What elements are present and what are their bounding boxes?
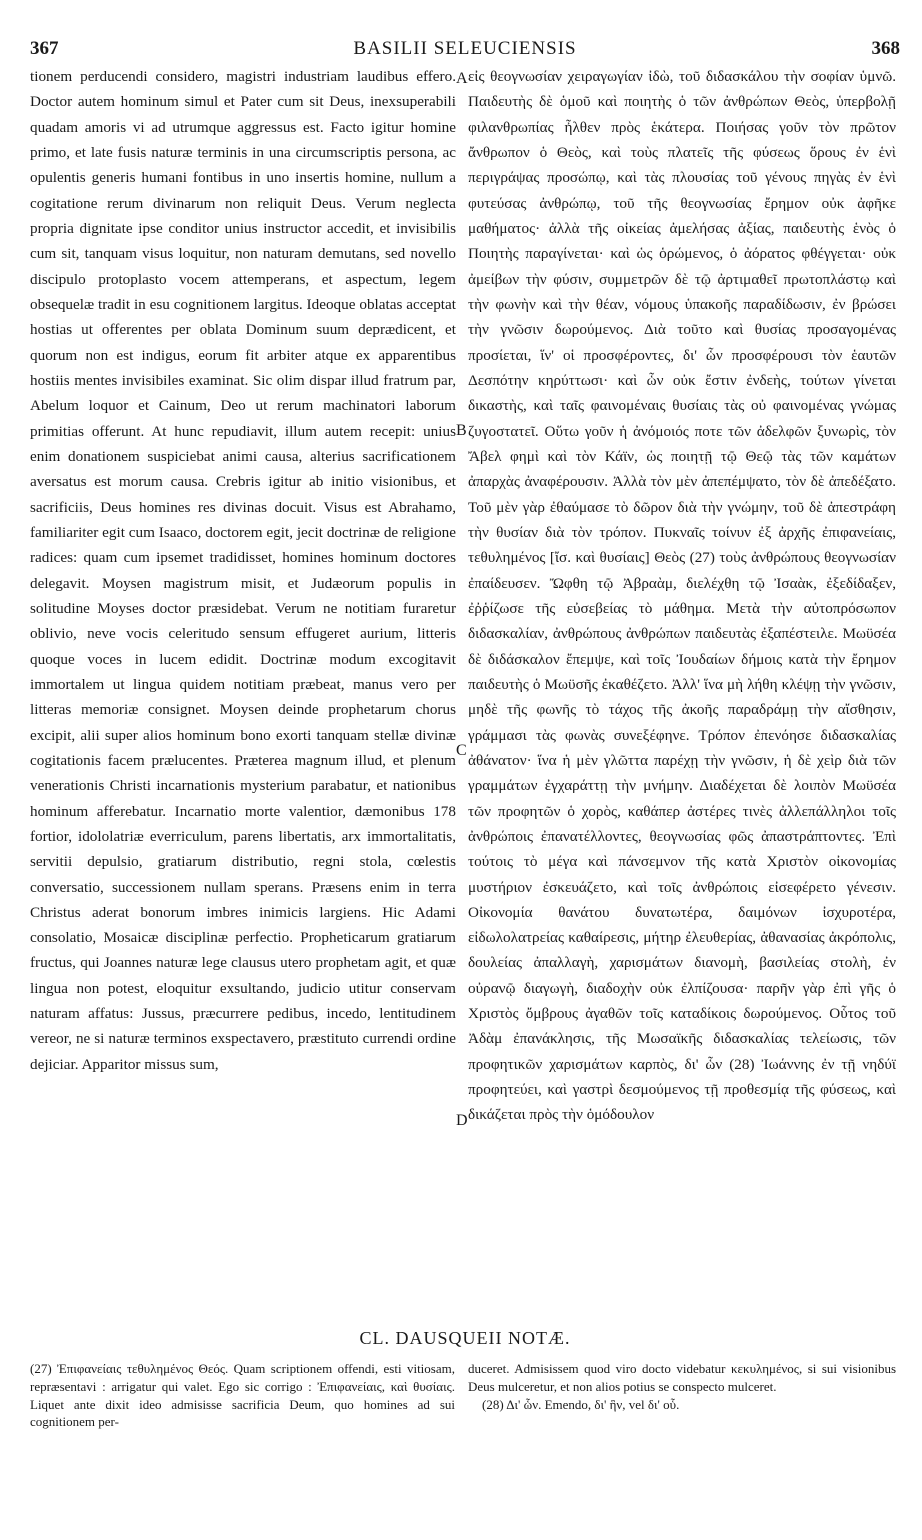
column-marker-b: B — [456, 422, 467, 439]
column-marker-a: A — [456, 70, 468, 87]
notes-left-column — [30, 1360, 455, 1431]
notes-right-column — [468, 1360, 896, 1413]
note-28: (28) Δι' ὧν. Emendo, δι' ἣν, vel δι' οὗ. — [482, 1396, 680, 1412]
column-marker-d: D — [456, 1112, 468, 1129]
column-marker-c: C — [456, 742, 467, 759]
greek-column — [468, 64, 896, 1128]
notes-heading: CL. DAUSQUEII NOTÆ. — [359, 1328, 571, 1348]
running-title: BASILII SELEUCIENSIS — [353, 38, 577, 59]
latin-text: tionem perducendi considero, magistri industriam laudibus effero. Doctor autem hominum simul et Pater cum sit Deus, inexsuperabili quadam amoris vi ad utrumque aggressus est. Facto igitur homine primo, et late fusis naturæ terminis in una circumscriptis persona, ac opulentis generis humani fontibus in uno insertis homine, nullum a cogitatione rerum divinarum non reliquit Deus. Verum neglecta propria dignitate ipse conditor unius instructor accedit, et invisibilis cum sit, tanquam visus loquitur, non naturam demutans, sed novello discipulo protoplasto vocem attemperans, et aspectum, legem obsequelæ tradit in esu cognitionem largitus. Ideoque oblatas acceptat hostias ut offerentes per oblata Dominum suum deprædicent, et quorum non est indigus, eorum fit arbiter atque ex apparentibus hostiis mentes invisibiles examinat. Sic olim dispar illud fratrum par, Abelum loquor et Cainum, Deo ut rerum machinatori laborum primitias offerunt. At hunc repudiavit, illum autem recepit: unius enim donationem suspiciebat animi causa, alterius sacrificationem aversatus est morum causa. Crebris igitur ab initio visionibus, et sacrificiis, Deus homines res divinas docuit. Visus est Abrahamo, familiariter egit cum Isaaco, doctorem egit, jecit doctrinæ de religione radices: quam cum ipsemet tradidisset, homines hominum doctores delegavit. Moysen magistrum misit, et Judæorum populis in solitudine Moyses doctor præsidebat. Verum ne notitiam furaretur oblivio, neve vocis celeritudo sensum effugeret aurium, litteris quoque voces in lucem edidit. Doctrinæ modum excogitavit immortalem ut lingua quidem notitiam præbeat, manus vero per litteras memoriæ consignet. Moysen deinde prophetarum chorus excipit, alii super alios hominum bono exorti tanquam stellæ divinæ cogitationis facem prælucentes. Præterea magnum illud, et plenum venerationis Christi incarnationis mysterium parabatur, et nationibus hominum afferebatur. Incarnatio morte valentior, dæmonibus 178 fortior, idololatriæ everriculum, parens libertatis, arx immortalitatis, servitii depulsio, gratiarum distributio, regni stola, cœlestis conversatio, successionem nullam sperans. Præsens enim in terra Christus aderat bonorum imbres inimicis largiens. Hic Adami consolatio, Mosaicæ disciplinæ perfectio. Propheticarum gratiarum fructus, qui Joannes naturæ lege clausus utero prophetam agit, et quæ lingua non potest, eloquitur exsultando, judicio utitur conservam naturam affatus: Jussus, præcurrere pedibus, incedo, lentitudinem vereor, ne si naturæ terminos exspectavero, præstituto currendi ordine dejiciar. Apparitor missus sum, — [30, 68, 456, 1073]
running-header — [30, 38, 900, 62]
greek-text: εἰς θεογνωσίαν χειραγωγίαν ἰδὼ, τοῦ διδασκάλου τὴν σοφίαν ὑμνῶ. Παιδευτὴς δὲ ὁμοῦ καὶ ποιητὴς ὁ τῶν ἀνθρώπων Θεὸς, ὑπερβολῇ φιλανθρωπίας ἦλθεν πρὸς ἑκάτερα. Ποιήσας γοῦν τὸν πρῶτον ἄνθρωπον ὁ Θεὸς, καὶ τοὺς πλατεῖς τῆς φύσεως ὅρους ἐν ἑνὶ περιγράψας προσώπῳ, καὶ τὰς πλουσίας τοῦ γένους πηγὰς ἐν ἑνὶ φυτεύσας ἀνθρώπῳ, τοῦ τῆς θεογνωσίας ἔρημον οὐκ ἀφῆκε μαθήματος· ἀλλὰ τῆς οἰκείας ἀμελήσας ἀξίας, παιδευτὴς ἑνὸς ὁ Ποιητὴς παραγίνεται· καὶ ὡς ὁρώμενος, ὁ ἀόρατος φθέγγεται· οὐκ ἀμείβων τὴν φύσιν, συμμετρῶν δὲ τῷ ἀρτιμαθεῖ πρωτοπλάστῳ καὶ τὴν φωνὴν καὶ τὴν θέαν, νόμους ὑπακοῆς παραδίδωσιν, ἐν βρώσει τὴν γνῶσιν δωρούμενος. Διὰ τοῦτο καὶ θυσίας προσαγομένας προσίεται, ἵν' οἱ προσφέροντες, δι' ὧν προσφέρουσι τὸν ἑαυτῶν Δεσπότην κηρύττωσι· καὶ ὧν οὐκ ἔστιν ἐνδεὴς, τούτων γίνεται δικαστὴς, καὶ ταῖς φαινομέναις θυσίαις τὰς οὐ φαινομένας γνώμας ζυγοστατεῖ. Οὕτω γοῦν ἡ ἀνόμοιός ποτε τῶν ἀδελφῶν ξυνωρὶς, τὸν Ἄβελ φημὶ καὶ τὸν Κάϊν, ὡς ποιητῇ τῷ Θεῷ τὰς τῶν καμάτων ἀπαρχὰς ἀναφέρουσιν. Ἀλλὰ τὸν μὲν ἀπεπέμψατο, τὸν δὲ ἀπεδέξατο. Τοῦ μὲν γὰρ ἐθαύμασε τὸ δῶρον διὰ τὴν γνώμην, τοῦ δὲ ἀπεστράφη τὴν θυσίαν διὰ τὸν τρόπον. Πυκναῖς τοίνυν ἐξ ἀρχῆς ἐπιφανείαις, τεθυλημένος [ἴσ. καὶ θυσίαις] Θεὸς (27) τοὺς ἀνθρώπους θεογνωσίαν ἐπαίδευσεν. Ὤφθη τῷ Ἀβραὰμ, διελέχθη τῷ Ἰσαὰκ, ἐξεδίδαξεν, ἐῤῥίζωσε τῆς εὐσεβείας τὸ μάθημα. Μετὰ τὴν αὐτοπρόσωπον διδασκαλίαν, ἀνθρώπους ἀνθρώπων παιδευτὰς ἐξαπέστειλε. Μωϋσέα δὲ διδάσκαλον ἔπεμψε, καὶ τοῖς Ἰουδαίων δήμοις κατὰ τὴν ἔρημον παιδευτὴς ὁ Μωϋσῆς ἐκαθέζετο. Ἀλλ' ἵνα μὴ λήθη κλέψῃ τὴν γνῶσιν, μηδὲ τῆς φωνῆς τὸ τάχος τῆς ἀκοῆς παραδράμῃ τὴν αἴσθησιν, γράμμασι τὰς φωνὰς συνεξέφηνε. Τρόπον ἐπενόησε διδασκαλίας ἀθάνατον· ἵνα ἡ μὲν γλῶττα παρέχῃ τὴν γνῶσιν, ἡ δὲ χεὶρ διὰ τῶν γραμμάτων ἐγχαράττῃ τὴν μνήμην. Διαδέχεται δὲ λοιπὸν Μωϋσέα τῶν προφητῶν ὁ χορὸς, καθάπερ ἀστέρες τινὲς ἀλλεπάλληλοι τοῖς ἀνθρώποις ἐπανατέλλοντες, θεογνωσίας φῶς ἀπαστράπτοντες. Ἐπὶ τούτοις τὸ μέγα καὶ πάνσεμνον τῆς κατὰ Χριστὸν οἰκονομίας μυστήριον ἐσκευάζετο, καὶ τοῖς ἀνθρώποις εἰσεφέρετο γένεσιν. Οἰκονομία θανάτου δυνατωτέρα, δαιμόνων ἰσχυροτέρα, εἰδωλολατρείας καθαίρεσις, μήτηρ ἐλευθερίας, ἀθανασίας ἀκρόπολις, δουλείας ἀπαλλαγὴ, χαρισμάτων διανομὴ, βασιλείας στολὴ, ἐν οὐρανῷ διαγωγὴ, διαδοχὴν οὐκ ἐλπίζουσα· παρῆν γὰρ ἐπὶ γῆς ὁ Χριστὸς ὄμβρους ἀγαθῶν τοῖς καταδίκοις δωρούμενος. Οὗτος τοῦ Ἀδὰμ ἐπανάκλησις, τῆς Μωσαϊκῆς διδασκαλίας τελείωσις, τῶν προφητικῶν χαρισμάτων καρπὸς, δι' ὧν (28) Ἰωάννης ἐν τῇ νηδύϊ προφητεύει, καὶ γαστρὶ δεσμούμενος τῇ προθεσμίᾳ τῆς φύσεως, καὶ δικάζεται πρὸς τὴν ὁμόδουλον — [468, 68, 896, 1124]
left-page-number: 367 — [30, 38, 59, 59]
latin-column — [30, 64, 456, 1077]
note-27-continued: duceret. Admisissem quod viro docto videbatur κεκυλημένος, si sui visionibus Deus mulceretur, et non alios potius se conspecto mulceret. — [468, 1361, 896, 1394]
note-27: (27) Ἐπιφανείαις τεθυλημένος Θεός. Quam scriptionem offendi, esti vitiosam, repræsentavi : arrigatur qui valet. Ego sic corrigo : Ἐπιφανείαις, καὶ θυσίαις. Liquet ante dixit ideo admisisse sacrificia Deum, quo homines ad sui cognitionem per- — [30, 1361, 455, 1430]
right-page-number: 368 — [871, 38, 900, 59]
